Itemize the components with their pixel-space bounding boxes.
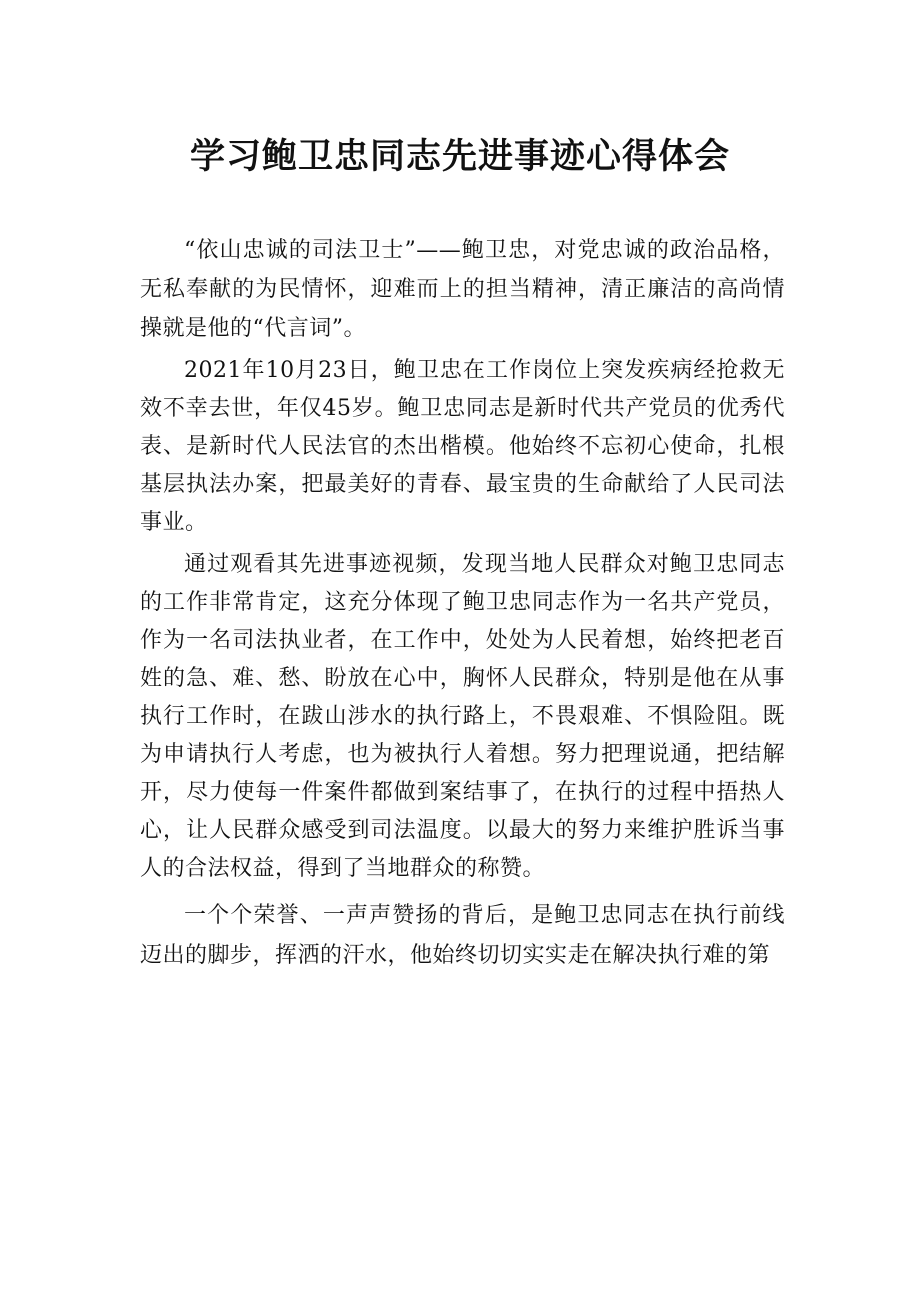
paragraph-1: “依山忠诚的司法卫士”——鲍卫忠，对党忠诚的政治品格，无私奉献的为民情怀，迎难而上的担当精神，清正廉洁的高尚情操就是他的“代言词”。 [140, 238, 785, 341]
paragraph-2: 2021年10月23日，鲍卫忠在工作岗位上突发疾病经抢救无效不幸去世，年仅45岁。鲍卫忠同志是新时代共产党员的优秀代表、是新时代人民法官的杰出楷模。他始终不忘初心使命，扎根基层执法办案，把最美好的青春、最宝贵的生命献给了人民司法事业。 [140, 358, 785, 535]
document-title: 学习鲍卫忠同志先进事迹心得体会 [189, 137, 730, 177]
document-body [140, 231, 785, 976]
paragraph-3: 通过观看其先进事迹视频，发现当地人民群众对鲍卫忠同志的工作非常肯定，这充分体现了鲍卫忠同志作为一名共产党员，作为一名司法执业者，在工作中，处处为人民着想，始终把老百姓的急、难、愁、盼放在心中，胸怀人民群众，特别是他在从事执行工作时，在跋山涉水的执行路上，不畏艰难、不惧险阻。既为申请执行人考虑，也为被执行人着想。努力把理说通，把结解开，尽力使每一件案件都做到案结事了，在执行的过程中捂热人心，让人民群众感受到司法温度。以最大的努力来维护胜诉当事人的合法权益，得到了当地群众的称赞。 [140, 552, 785, 881]
paragraph-4: 一个个荣誉、一声声赞扬的背后，是鲍卫忠同志在执行前线迈出的脚步，挥洒的汗水，他始终切切实实走在解决执行难的第 [140, 903, 785, 968]
